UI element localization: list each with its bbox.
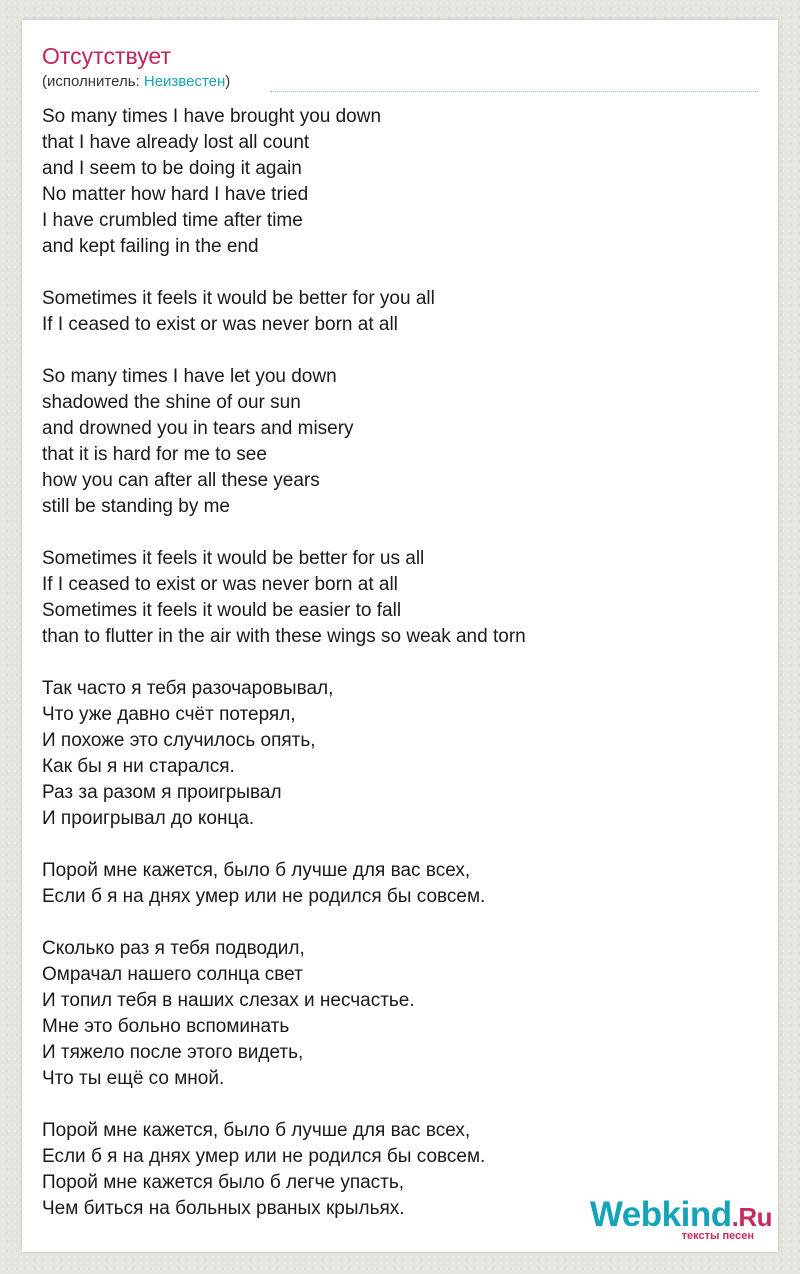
lyric-line: Sometimes it feels it would be easier to fall xyxy=(42,600,402,621)
lyrics-stanza xyxy=(42,858,758,910)
lyric-line: that I have already lost all count xyxy=(42,132,310,153)
lyric-line: И тяжело после этого видеть, xyxy=(42,1042,304,1063)
lyric-line: И топил тебя в наших слезах и несчастье. xyxy=(42,990,415,1011)
lyrics-stanza xyxy=(42,546,758,650)
lyric-line: Мне это больно вспоминать xyxy=(42,1016,290,1037)
lyric-line: Sometimes it feels it would be better for us all xyxy=(42,548,425,569)
artist-suffix: ) xyxy=(225,73,231,90)
lyric-line: Что ты ещё со мной. xyxy=(42,1068,225,1089)
lyrics-stanza xyxy=(42,104,758,260)
webkind-logo xyxy=(572,1196,772,1246)
lyric-line: shadowed the shine of our sun xyxy=(42,392,301,413)
lyric-line: Как бы я ни старался. xyxy=(42,756,235,777)
lyric-line: И похоже это случилось опять, xyxy=(42,730,316,751)
lyric-line: И проигрывал до конца. xyxy=(42,808,255,829)
lyric-line: If I ceased to exist or was never born at all xyxy=(42,574,398,595)
lyric-line: Порой мне кажется, было б лучше для вас всех, xyxy=(42,1120,471,1141)
lyric-line: Чем биться на больных рваных крыльях. xyxy=(42,1198,405,1219)
lyrics-card xyxy=(22,20,778,1252)
lyrics-stanza xyxy=(42,676,758,832)
lyric-line: and I seem to be doing it again xyxy=(42,158,302,179)
logo-brand-text: Webkind xyxy=(589,1195,732,1234)
lyric-line: So many times I have let you down xyxy=(42,366,337,387)
lyric-line: that it is hard for me to see xyxy=(42,444,267,465)
lyric-line: Если б я на днях умер или не родился бы совсем. xyxy=(42,886,486,907)
lyric-line: and kept failing in the end xyxy=(42,236,259,257)
lyric-line: Порой мне кажется, было б лучше для вас всех, xyxy=(42,860,471,881)
lyrics-stanza xyxy=(42,936,758,1092)
lyric-line: still be standing by me xyxy=(42,496,230,517)
lyric-line: Омрачал нашего солнца свет xyxy=(42,964,303,985)
lyric-line: and drowned you in tears and misery xyxy=(42,418,354,439)
lyric-line: Так часто я тебя разочаровывал, xyxy=(42,678,334,699)
artist-prefix: (исполнитель: xyxy=(42,73,144,90)
logo-tagline: тексты песен xyxy=(681,1230,754,1242)
artist-line xyxy=(42,72,230,92)
song-title: Отсутствует xyxy=(42,43,171,69)
lyric-line: Порой мне кажется было б легче упасть, xyxy=(42,1172,405,1193)
lyrics-stanza xyxy=(42,364,758,520)
lyric-line: Что уже давно счёт потерял, xyxy=(42,704,296,725)
artist-link[interactable]: Неизвестен xyxy=(143,73,226,90)
lyric-line: Если б я на днях умер или не родился бы совсем. xyxy=(42,1146,486,1167)
lyric-line: So many times I have brought you down xyxy=(42,106,382,127)
lyrics-body xyxy=(42,104,758,1248)
lyric-line: Сколько раз я тебя подводил, xyxy=(42,938,305,959)
logo-tld-text: .Ru xyxy=(731,1202,772,1232)
lyric-line: how you can after all these years xyxy=(42,470,320,491)
lyric-line: No matter how hard I have tried xyxy=(42,184,309,205)
lyrics-stanza xyxy=(42,286,758,338)
header-divider xyxy=(270,91,758,92)
lyric-line: Раз за разом я проигрывал xyxy=(42,782,282,803)
lyric-line: Sometimes it feels it would be better for you all xyxy=(42,288,435,309)
lyric-line: I have crumbled time after time xyxy=(42,210,303,231)
lyric-line: than to flutter in the air with these wings so weak and torn xyxy=(42,626,526,647)
lyric-line: If I ceased to exist or was never born at all xyxy=(42,314,398,335)
